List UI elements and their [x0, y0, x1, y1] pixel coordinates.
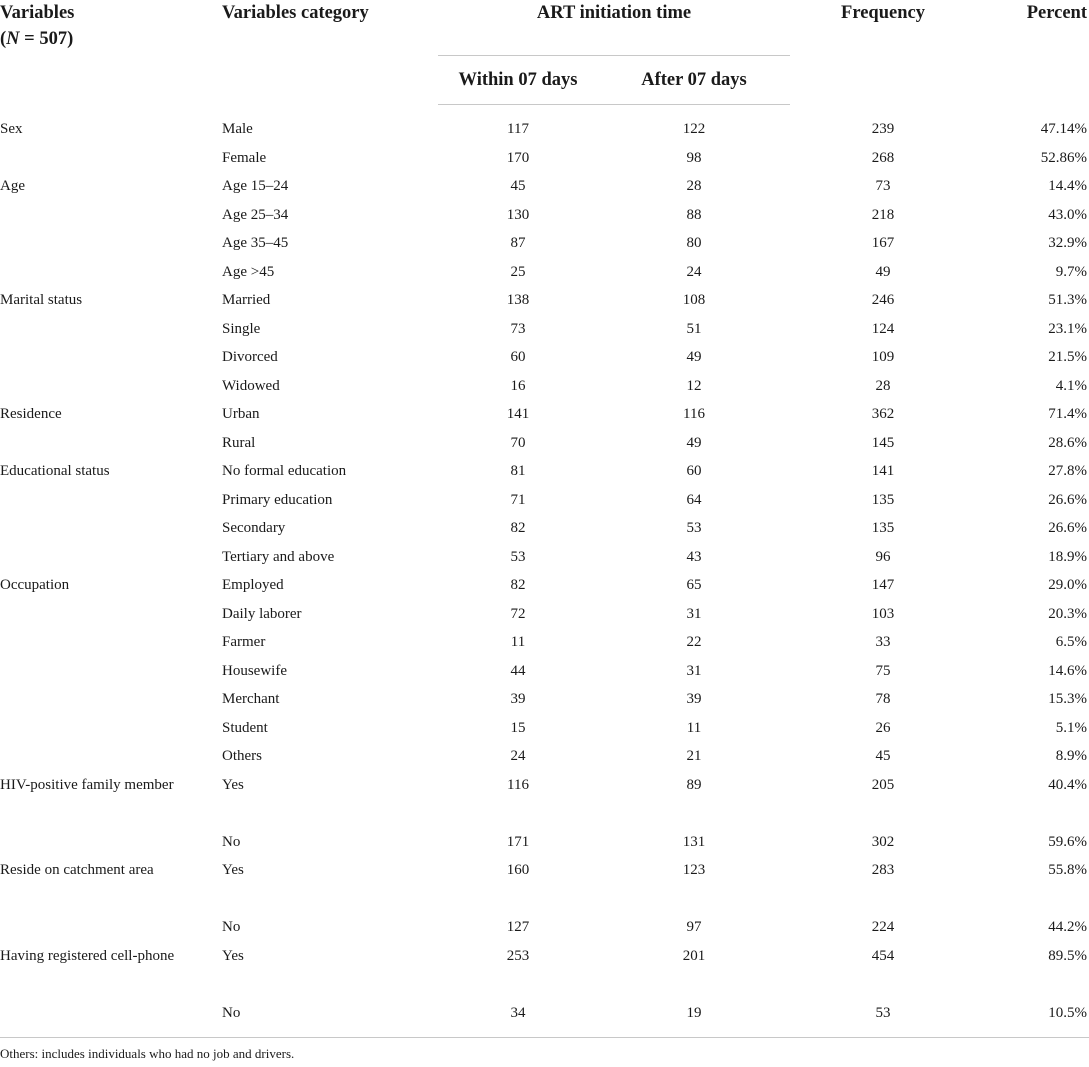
cell-category: Female	[222, 149, 267, 166]
cell-variable	[0, 828, 218, 857]
header-variables	[0, 0, 218, 105]
header-within-7-days: Within 07 days	[438, 56, 598, 105]
cell-frequency: 53	[790, 999, 976, 1038]
cell-category: Widowed	[222, 377, 280, 394]
cell-within: 82	[510, 520, 526, 537]
cell-category: No formal education	[222, 463, 347, 480]
cell-percent: 52.86%	[1040, 149, 1087, 166]
cell-variable	[0, 714, 218, 743]
cell-percent: 6.5%	[1055, 634, 1087, 651]
cell-percent: 29.0%	[1048, 577, 1087, 594]
cell-frequency: 362	[871, 406, 895, 423]
cell-frequency: 268	[871, 149, 895, 166]
cell-frequency: 28	[875, 377, 891, 394]
cell-percent: 28.6%	[1048, 434, 1087, 451]
header-n-paren: (	[0, 29, 7, 49]
cell-frequency: 246	[871, 292, 895, 309]
table-row	[0, 172, 1089, 201]
cell-percent: 21.5%	[1048, 349, 1087, 366]
cell-variable	[0, 514, 218, 543]
cell-percent: 8.9%	[1055, 748, 1087, 765]
cell-frequency: 96	[875, 548, 891, 565]
cell-within: 127	[506, 919, 530, 936]
cell-within: 60	[510, 349, 526, 366]
cell-variable	[0, 600, 218, 629]
cell-variable	[0, 201, 218, 230]
table-row	[0, 486, 1089, 515]
cell-category: Age 35–45	[222, 235, 289, 252]
table-row	[0, 372, 1089, 401]
cell-variable: HIV-positive family member	[0, 776, 174, 793]
cell-variable	[0, 372, 218, 401]
cell-frequency: 145	[871, 434, 895, 451]
cell-frequency: 135	[871, 520, 895, 537]
cell-category: Housewife	[222, 662, 287, 679]
cell-percent: 9.7%	[1055, 263, 1087, 280]
cell-within: 116	[507, 776, 529, 793]
table-row	[0, 315, 1089, 344]
cell-frequency: 218	[871, 206, 895, 223]
cell-variable	[0, 258, 218, 287]
cell-percent: 32.9%	[1048, 235, 1087, 252]
cell-after: 80	[686, 235, 702, 252]
header-variables-label: Variables	[0, 3, 75, 23]
table-row	[0, 286, 1089, 315]
cell-category: No	[222, 919, 241, 936]
cell-frequency: 224	[871, 919, 895, 936]
cell-category: Urban	[222, 406, 260, 423]
cell-after: 43	[686, 548, 702, 565]
cell-variable: Sex	[0, 120, 23, 137]
table-row	[0, 828, 1089, 857]
cell-within: 11	[510, 634, 526, 651]
cell-within: 253	[506, 947, 530, 964]
cell-category: Yes	[222, 862, 244, 878]
header-after-7-days: After 07 days	[598, 56, 790, 105]
cell-category: Employed	[222, 577, 284, 594]
cell-within: 171	[506, 833, 530, 850]
cell-variable	[0, 657, 218, 686]
cell-percent: 47.14%	[1040, 121, 1087, 137]
cell-after: 49	[686, 349, 702, 366]
table-body	[0, 105, 1089, 1038]
table-row	[0, 201, 1089, 230]
cell-percent: 55.8%	[1048, 862, 1087, 878]
table-row	[0, 457, 1089, 486]
cell-within: 24	[510, 748, 526, 765]
cell-percent: 15.3%	[1048, 691, 1087, 708]
cell-within: 45	[510, 178, 526, 195]
cell-after: 122	[682, 121, 706, 138]
cell-variable	[0, 742, 218, 771]
cell-within: 160	[506, 862, 530, 878]
cell-variable: Age	[0, 178, 25, 194]
cell-category: Yes	[222, 776, 244, 793]
cell-percent: 44.2%	[1048, 919, 1087, 936]
cell-percent: 14.4%	[1048, 178, 1087, 195]
cell-frequency: 302	[871, 833, 895, 850]
cell-variable	[0, 315, 218, 344]
cell-percent: 40.4%	[1048, 776, 1087, 793]
table-row	[0, 771, 1089, 828]
cell-percent: 59.6%	[1048, 833, 1087, 850]
cell-frequency: 135	[871, 491, 895, 508]
cell-variable	[0, 144, 218, 173]
cell-after: 51	[686, 320, 702, 337]
cell-frequency: 205	[871, 776, 895, 793]
cell-category: Tertiary and above	[222, 548, 335, 565]
cell-category: Merchant	[222, 691, 280, 708]
cell-within: 16	[510, 377, 526, 394]
cell-within: 170	[506, 149, 530, 166]
cell-category: Yes	[222, 947, 244, 964]
table-row	[0, 429, 1089, 458]
cell-within: 73	[510, 320, 526, 337]
cell-category: Primary education	[222, 491, 333, 508]
cell-variable	[0, 913, 218, 942]
cell-within: 15	[510, 719, 526, 736]
cell-after: 98	[686, 149, 702, 166]
cell-variable: Having registered cell-phone	[0, 947, 175, 964]
cell-category: Age >45	[222, 263, 275, 280]
cell-after: 108	[682, 292, 706, 309]
cell-frequency: 103	[871, 605, 895, 622]
cell-category: Daily laborer	[222, 605, 302, 622]
cell-after: 60	[686, 463, 702, 480]
cell-category: Age 15–24	[222, 178, 289, 195]
cell-percent: 51.3%	[1048, 292, 1087, 309]
cell-frequency: 45	[875, 748, 891, 765]
cell-within: 34	[438, 999, 598, 1038]
table-header	[0, 0, 1089, 105]
cell-frequency: 454	[871, 947, 895, 964]
cell-after: 116	[683, 406, 705, 423]
cell-after: 19	[598, 999, 790, 1038]
cell-after: 39	[686, 691, 702, 708]
table-row	[0, 742, 1089, 771]
cell-after: 12	[686, 377, 702, 394]
cell-after: 65	[686, 577, 702, 594]
cell-within: 71	[510, 491, 526, 508]
cell-within: 87	[510, 235, 526, 252]
cell-percent: 89.5%	[1048, 947, 1087, 964]
table-row	[0, 105, 1089, 144]
table-row	[0, 714, 1089, 743]
cell-variable: Reside on catchment area	[0, 862, 154, 878]
cell-category: Rural	[222, 434, 256, 451]
cell-after: 22	[686, 634, 702, 651]
cell-within: 82	[510, 577, 526, 594]
cell-after: 53	[686, 520, 702, 537]
table-row	[0, 856, 1089, 913]
header-art-initiation	[438, 0, 790, 56]
header-art-underline	[438, 55, 790, 56]
header-n-value: = 507)	[19, 29, 74, 49]
cell-category: Age 25–34	[222, 206, 289, 223]
cell-category: Divorced	[222, 349, 278, 366]
table-row	[0, 628, 1089, 657]
table-row	[0, 657, 1089, 686]
cell-category: Single	[222, 320, 261, 337]
cell-after: 201	[682, 947, 706, 964]
cell-percent: 20.3%	[1048, 605, 1087, 622]
cell-percent: 26.6%	[1048, 520, 1087, 537]
table-row	[0, 571, 1089, 600]
table-row	[0, 942, 1089, 999]
table-row	[0, 913, 1089, 942]
cell-variable	[0, 229, 218, 258]
cell-frequency: 147	[871, 577, 895, 594]
cell-category: Male	[222, 121, 253, 137]
cell-category: No	[218, 999, 438, 1038]
header-frequency: Frequency	[841, 3, 925, 23]
cell-after: 11	[686, 719, 702, 736]
cell-percent: 14.6%	[1048, 662, 1087, 679]
cell-within: 44	[510, 662, 526, 679]
header-percent: Percent	[1026, 3, 1087, 23]
table-row	[0, 514, 1089, 543]
cell-variable: Educational status	[0, 463, 110, 479]
table-footnote: Others: includes individuals who had no job and drivers.	[0, 1046, 295, 1061]
cell-percent: 5.1%	[1055, 719, 1087, 736]
cell-within: 138	[506, 292, 530, 309]
cell-within: 25	[510, 263, 526, 280]
cell-after: 49	[686, 434, 702, 451]
cell-variable: Occupation	[0, 577, 70, 593]
cell-after: 89	[686, 776, 702, 793]
cell-frequency: 49	[875, 263, 891, 280]
cell-after: 131	[682, 833, 706, 850]
cell-category: Student	[222, 719, 268, 736]
cell-within: 81	[510, 463, 526, 480]
cell-after: 24	[686, 263, 702, 280]
cell-variable	[0, 343, 218, 372]
cell-variable	[0, 685, 218, 714]
table-row	[0, 600, 1089, 629]
cell-frequency: 283	[871, 862, 895, 878]
cell-variable	[0, 628, 218, 657]
header-n-letter: N	[6, 29, 20, 49]
cell-within: 53	[510, 548, 526, 565]
cell-category: Farmer	[222, 634, 266, 651]
table-row	[0, 343, 1089, 372]
cell-percent: 71.4%	[1048, 406, 1087, 423]
cell-frequency: 167	[871, 235, 895, 252]
cell-category: Married	[222, 292, 271, 309]
cell-percent: 4.1%	[1055, 377, 1087, 394]
cell-variable	[0, 429, 218, 458]
cell-after: 28	[686, 178, 702, 195]
cell-after: 97	[686, 919, 702, 936]
cell-after: 64	[686, 491, 702, 508]
cell-category: No	[222, 833, 241, 850]
cell-frequency: 78	[875, 691, 891, 708]
cell-percent: 10.5%	[976, 999, 1089, 1038]
cell-category: Secondary	[222, 520, 286, 537]
cell-variable: Residence	[0, 406, 62, 422]
cell-frequency: 141	[871, 463, 895, 480]
cell-frequency: 26	[875, 719, 891, 736]
table-row	[0, 400, 1089, 429]
cell-within: 130	[506, 206, 530, 223]
cell-variable	[0, 486, 218, 515]
cell-frequency: 239	[871, 121, 895, 137]
cell-within: 70	[510, 434, 526, 451]
cell-percent: 27.8%	[1048, 463, 1087, 480]
table-row	[0, 685, 1089, 714]
cell-frequency: 33	[875, 634, 891, 651]
cell-within: 117	[507, 121, 529, 138]
cell-percent: 18.9%	[1048, 548, 1087, 565]
cell-frequency: 73	[875, 178, 891, 195]
header-category: Variables category	[222, 3, 369, 23]
cell-percent: 23.1%	[1048, 320, 1087, 337]
cell-frequency: 109	[871, 349, 895, 366]
cell-percent: 26.6%	[1048, 491, 1087, 508]
cell-after: 31	[686, 605, 702, 622]
cell-variable	[0, 543, 218, 572]
cell-after: 123	[682, 862, 706, 878]
table-row	[0, 543, 1089, 572]
cell-after: 31	[686, 662, 702, 679]
cell-within: 39	[510, 691, 526, 708]
cell-percent: 43.0%	[1048, 206, 1087, 223]
table-row	[0, 144, 1089, 173]
cell-after: 88	[686, 206, 702, 223]
table-row	[0, 229, 1089, 258]
cell-within: 72	[510, 605, 526, 622]
cell-within: 141	[506, 406, 530, 423]
table-row	[0, 999, 1089, 1038]
cell-variable: Marital status	[0, 292, 83, 308]
table-row	[0, 258, 1089, 287]
header-art-label: ART initiation time	[536, 3, 692, 23]
cell-after: 21	[686, 748, 702, 765]
cell-category: Others	[222, 748, 262, 765]
cell-frequency: 75	[875, 662, 891, 679]
cell-variable	[0, 999, 218, 1038]
cell-frequency: 124	[871, 320, 895, 337]
